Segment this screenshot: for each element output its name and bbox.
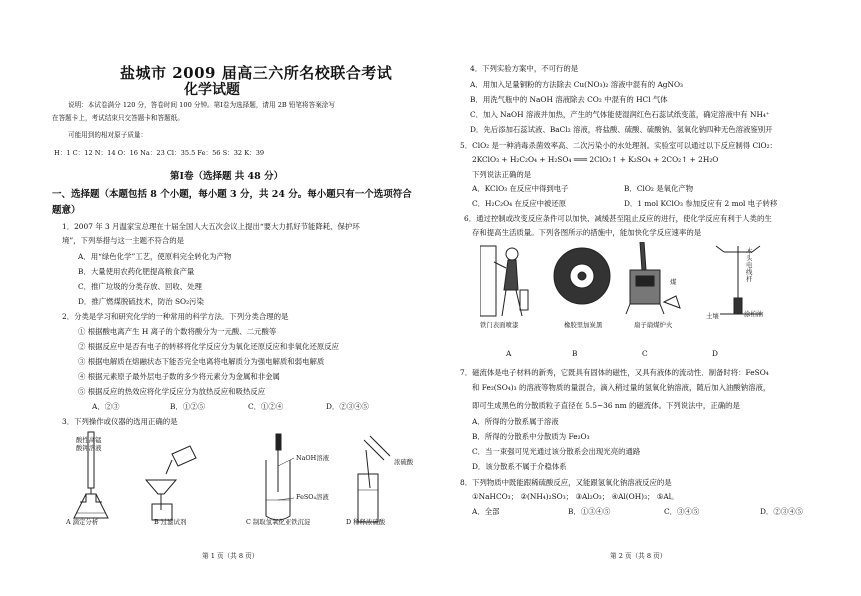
q2-option-c: C．①②④	[248, 402, 284, 411]
q7-option-b: B．所得的分散系中分散质为 Fe₂O₃	[472, 432, 590, 441]
q3-caption-a: A 滴定分析	[66, 518, 99, 526]
acid-label: 浓硫酸	[394, 458, 414, 466]
q4-option-d: D．先后添加石蕊试液、BaCl₂ 溶液，将盐酸、硫酸、硫酸钠、氢氧化钠四种无色溶液鉴别开	[470, 125, 773, 134]
q7-stem-3: 即可生成黑色的分散质粒子直径在 5.5~36 nm 的磁流体。下列说法中，正确的是	[472, 401, 740, 410]
q8-stem: 8．下列物质中既能跟稀硫酸反应，又能跟氢氧化钠溶液反应的是	[460, 478, 672, 487]
filtration-drawing	[146, 446, 196, 520]
q1-option-c: C．推广垃圾的分类存放、回收、处理	[78, 282, 202, 291]
q2-stem: 2．分类是学习和研究化学的一种常用的科学方法．下列分类合理的是	[62, 312, 289, 321]
q1-stem-2: 境”，下列举措与这一主题不符合的是	[62, 236, 185, 245]
q7-stem-1: 7．磁流体是电子材料的新秀，它既具有固体的磁性，又具有液体的流动性．制备时将：FeSO₄	[460, 368, 769, 377]
q5-option-d: D．1 mol KClO₃ 参加反应有 2 mol 电子转移	[624, 199, 778, 208]
q5-option-a: A．KClO₃ 在反应中得到电子	[472, 184, 569, 193]
page-footer-right: 第 2 页（共 8 页）	[610, 552, 667, 560]
pole-char: 电	[746, 261, 753, 270]
q2-item-4: ④ 根据元素原子最外层电子数的多少将元素分为金属和非金属	[78, 372, 280, 381]
q8-option-b: B．①③④⑤	[568, 507, 611, 516]
q3-stem: 3．下列操作或仪器的选用正确的是	[62, 417, 178, 426]
tire-drawing	[554, 248, 610, 304]
q2-item-3: ③ 根据电解质在熔融状态下能否完全电离将电解质分为强电解质和弱电解质	[78, 357, 325, 366]
q5-stem: 5．ClO₂ 是一种消毒杀菌效率高、二次污染小的水处理剂。实验室可以通过以下反应制得 ClO₂：	[460, 141, 777, 150]
section-title-line-1: 一、选择题（本题包括 8 个小题，每小题 3 分，共 24 分。每小题只有一个选项符合	[52, 189, 412, 200]
note-line-2: 在答题卡上，考试结束只交答题卡和答题纸。	[52, 114, 184, 122]
q1-option-d: D．推广燃煤脱硫技术，防治 SO₂污染	[78, 297, 204, 306]
q7-option-c: C．当一束强可见光通过该分散系会出现光亮的通路	[472, 447, 641, 456]
q6-letter-d: D	[712, 349, 718, 358]
section-title-line-2: 题意）	[52, 205, 81, 216]
q3-caption-c: C 制取氢氧化亚铁沉淀	[246, 518, 311, 526]
q5-option-c: C．H₂C₂O₄ 在反应中被还原	[472, 199, 567, 208]
q2-option-d: D．②③④⑤	[326, 402, 369, 411]
pole-drawing	[716, 246, 762, 314]
naoh-label: NaOH溶液	[296, 454, 329, 462]
caption-tar: 涂柏油	[744, 310, 764, 318]
q6-letter-b: B	[572, 349, 578, 358]
q2-option-b: B．①②⑤	[170, 402, 205, 411]
exam-title: 盐城市 2009 届高三六所名校联合考试	[120, 64, 393, 82]
q6-pictures	[480, 240, 770, 328]
q3-caption-d: D 稀释浓硫酸	[346, 518, 386, 526]
caption-coal: 煤	[670, 278, 677, 286]
q8-option-d: D．②③④⑤	[760, 507, 803, 516]
q7-option-d: D．该分散系不属于介稳体系	[472, 462, 567, 471]
pole-char: 头	[746, 254, 753, 263]
q5-equation: 2KClO₃ + H₂C₂O₄ + H₂SO₄ ═══ 2ClO₂↑ + K₂SO₄ + 2CO₂↑ + 2H₂O	[472, 155, 719, 164]
q6-stem-1: 6．通过控制或改变反应条件可以加快、减缓甚至阻止反应的进行，使化学反应有利于人类的生	[464, 214, 772, 223]
caption-tire: 橡胶里加炭黑	[564, 321, 603, 329]
reagent-label-2: 酸钾溶液	[76, 444, 102, 452]
reagent-label-1: 酸性高锰	[76, 436, 102, 444]
pole-char: 线	[746, 268, 753, 277]
q8-option-a: A．全部	[472, 507, 500, 516]
dilution-drawing	[358, 436, 390, 522]
caption-painting: 铁门表面喷漆	[480, 321, 519, 329]
pole-vertical-label	[746, 248, 752, 283]
q6-stem-2: 存和提高生活质量。下列各图所示的措施中，能加快化学反应速率的是	[472, 228, 702, 237]
note-line-3: 可能用到的相对原子质量：	[68, 131, 148, 139]
q4-stem: 4．下列实验方案中，不可行的是	[470, 64, 579, 73]
page-footer-left: 第 1 页（共 8 页）	[202, 552, 259, 560]
feso4-label: FeSO₄溶液	[296, 493, 329, 501]
page-right	[460, 0, 840, 596]
caption-stove: 扇子扇煤炉火	[634, 321, 673, 329]
q7-option-a: A．所得的分散系属于溶液	[472, 417, 559, 426]
test-tube-drawing	[266, 434, 294, 520]
q3-caption-b: B 过滤试剂	[154, 518, 187, 526]
q2-option-a: A．②③	[92, 402, 120, 411]
q3-apparatus-figure	[66, 430, 396, 528]
q4-option-c: C．加入 NaOH 溶液并加热，产生的气体能使湿润红色石蕊试纸变蓝，确定溶液中有 NH₄⁺	[470, 110, 770, 119]
caption-soil: 土壤	[706, 312, 719, 320]
q5-prompt: 下列说法正确的是	[472, 170, 532, 179]
q5-option-b: B．ClO₂ 是氧化产物	[624, 184, 694, 193]
q1-option-a: A．用“绿色化学”工艺，使原料完全转化为产物	[78, 252, 232, 261]
q6-letter-c: C	[642, 349, 648, 358]
pole-char: 木	[746, 247, 753, 255]
q2-item-2: ② 根据反应中是否有电子的转移将化学反应分为氧化还原反应和非氧化还原反应	[78, 342, 340, 351]
q1-option-b: B．大量使用农药化肥提高粮食产量	[78, 267, 195, 276]
q4-option-b: B．用洗气瓶中的 NaOH 溶液除去 CO₂ 中混有的 HCl 气体	[470, 95, 668, 104]
painting-door-drawing	[480, 246, 528, 316]
q2-item-1: ① 根据酸电离产生 H 离子的个数将酸分为一元酸、二元酸等	[78, 327, 277, 336]
q6-letter-a: A	[506, 349, 512, 358]
q1-stem-1: 1．2007 年 3 月温家宝总理在十届全国人大五次会议上提出“要大力抓好节能降耗、保护环	[62, 222, 360, 231]
q8-items: ①NaHCO₃； ②(NH₄)₂SO₃； ③Al₂O₃； ④Al(OH)₃； ⑤Al。	[472, 492, 679, 501]
pole-char: 杆	[746, 275, 753, 284]
q2-item-5: ⑤ 根据反应的热效应将化学反应分为放热反应和吸热反应	[78, 387, 266, 396]
exam-subtitle: 化学试题	[184, 82, 240, 98]
page-left	[52, 0, 412, 596]
part-title: 第Ⅰ卷（选择题 共 48 分）	[170, 171, 284, 182]
q8-option-c: C．③④⑤	[664, 507, 700, 516]
note-line-1: 说明：本试卷满分 120 分，答卷时间 100 分钟。第Ⅰ卷为选择题，请用 2B 铅笔将答案涂写	[68, 101, 335, 109]
q4-option-a: A．用加入足量铜粉的方法除去 Cu(NO₃)₂ 溶液中混有的 AgNO₃	[470, 80, 683, 89]
q7-stem-2: 和 Fe₂(SO₄)₃ 的溶液等物质的量混合，滴入稍过量的氢氧化钠溶液，随后加入油酸钠溶液，	[472, 383, 771, 392]
atomic-masses: H：1 C：12 N：14 O：16 Na：23 Cl：35.5 Fe：56 S：32 K：39	[54, 149, 265, 157]
